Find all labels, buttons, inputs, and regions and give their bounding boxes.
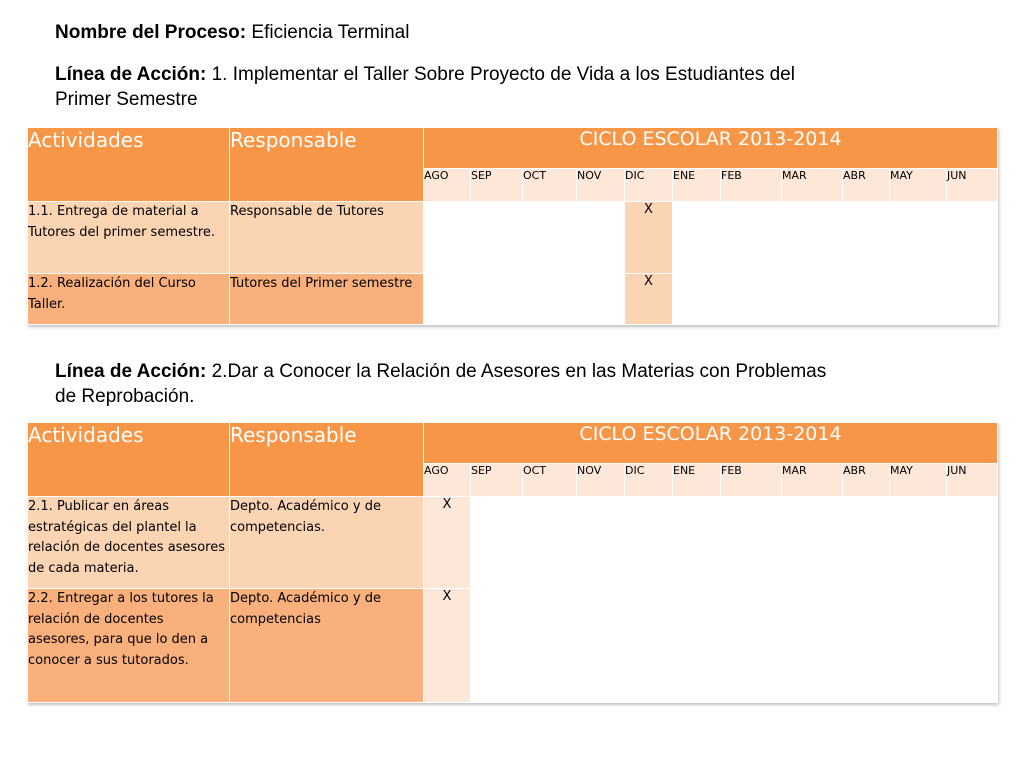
month-header: JUN	[947, 169, 998, 202]
action-line-2-text: 2.Dar a Conocer la Relación de Asesores en las Materias con Problemas	[211, 361, 827, 382]
process-name-label: Nombre del Proceso:	[55, 22, 247, 43]
activity-cell: 1.1. Entrega de material a Tutores del primer semestre.	[28, 202, 230, 274]
action-line-2-label: Línea de Acción:	[55, 361, 207, 382]
month-cell	[471, 274, 523, 325]
month-header: MAR	[782, 464, 843, 497]
month-header: NOV	[577, 464, 625, 497]
month-cell	[947, 589, 998, 703]
month-header: ABR	[843, 464, 890, 497]
month-cell	[782, 202, 843, 274]
month-header: OCT	[523, 169, 577, 202]
action-line-1-label: Línea de Acción:	[55, 64, 207, 85]
month-cell	[947, 497, 998, 589]
action-line-2-text-cont: de Reprobación.	[55, 386, 195, 407]
activity-cell: 2.2. Entregar a los tutores la relación de docentes asesores, para que lo den a conocer a sus tutorados.	[28, 589, 230, 703]
month-cell	[625, 497, 673, 589]
month-cell	[843, 497, 890, 589]
month-cell	[424, 202, 471, 274]
month-cell	[471, 202, 523, 274]
table-row	[28, 589, 998, 703]
activity-cell: 2.1. Publicar en áreas estratégicas del plantel la relación de docentes asesores de cada materia.	[28, 497, 230, 589]
month-cell	[523, 274, 577, 325]
month-header: AGO	[424, 464, 471, 497]
month-cell	[424, 274, 471, 325]
month-header: OCT	[523, 464, 577, 497]
month-header: ENE	[673, 169, 721, 202]
responsible-cell: Responsable de Tutores	[230, 202, 424, 274]
month-cell	[673, 274, 721, 325]
month-cell	[625, 589, 673, 703]
month-cell	[523, 589, 577, 703]
month-cell	[673, 202, 721, 274]
month-header: SEP	[471, 169, 523, 202]
month-cell: X	[424, 589, 471, 703]
month-cell	[890, 274, 947, 325]
month-header: ENE	[673, 464, 721, 497]
month-header: DIC	[625, 464, 673, 497]
month-header: FEB	[721, 169, 782, 202]
table-row	[28, 202, 998, 274]
action-line-1	[55, 62, 795, 112]
activities-header: Actividades	[28, 128, 230, 202]
month-header: NOV	[577, 169, 625, 202]
school-cycle-header: CICLO ESCOLAR 2013-2014	[424, 128, 998, 169]
process-name-value: Eficiencia Terminal	[251, 22, 410, 43]
month-cell	[523, 202, 577, 274]
month-cell	[947, 202, 998, 274]
month-cell	[577, 274, 625, 325]
month-cell	[471, 589, 523, 703]
month-cell	[577, 589, 625, 703]
responsible-cell: Depto. Académico y de competencias.	[230, 497, 424, 589]
month-cell	[890, 497, 947, 589]
responsible-cell: Depto. Académico y de competencias	[230, 589, 424, 703]
month-cell	[577, 202, 625, 274]
month-header: JUN	[947, 464, 998, 497]
month-header: MAY	[890, 464, 947, 497]
schedule-table-1	[27, 127, 998, 325]
month-cell: X	[625, 202, 673, 274]
month-cell	[782, 274, 843, 325]
month-cell	[721, 274, 782, 325]
month-header: AGO	[424, 169, 471, 202]
month-header: FEB	[721, 464, 782, 497]
activities-header: Actividades	[28, 423, 230, 497]
month-header: MAY	[890, 169, 947, 202]
month-cell	[471, 497, 523, 589]
month-cell	[782, 589, 843, 703]
responsible-header: Responsable	[230, 128, 424, 202]
school-cycle-header: CICLO ESCOLAR 2013-2014	[424, 423, 998, 464]
schedule-table-2	[27, 422, 998, 703]
month-cell: X	[625, 274, 673, 325]
month-cell	[523, 497, 577, 589]
month-cell	[721, 497, 782, 589]
month-cell	[890, 202, 947, 274]
month-cell	[721, 202, 782, 274]
month-cell	[673, 497, 721, 589]
month-cell	[843, 274, 890, 325]
month-cell	[843, 202, 890, 274]
month-cell: X	[424, 497, 471, 589]
month-header: DIC	[625, 169, 673, 202]
month-cell	[843, 589, 890, 703]
month-cell	[721, 589, 782, 703]
month-cell	[947, 274, 998, 325]
process-name	[55, 20, 409, 45]
month-header: ABR	[843, 169, 890, 202]
action-line-1-text-cont: Primer Semestre	[55, 89, 198, 110]
month-header: MAR	[782, 169, 843, 202]
table-row	[28, 497, 998, 589]
month-cell	[577, 497, 625, 589]
month-cell	[890, 589, 947, 703]
month-cell	[673, 589, 721, 703]
action-line-1-text: 1. Implementar el Taller Sobre Proyecto de Vida a los Estudiantes del	[211, 64, 795, 85]
month-cell	[782, 497, 843, 589]
responsible-header: Responsable	[230, 423, 424, 497]
activity-cell: 1.2. Realización del Curso Taller.	[28, 274, 230, 325]
responsible-cell: Tutores del Primer semestre	[230, 274, 424, 325]
table-row	[28, 274, 998, 325]
month-header: SEP	[471, 464, 523, 497]
action-line-2	[55, 359, 826, 409]
